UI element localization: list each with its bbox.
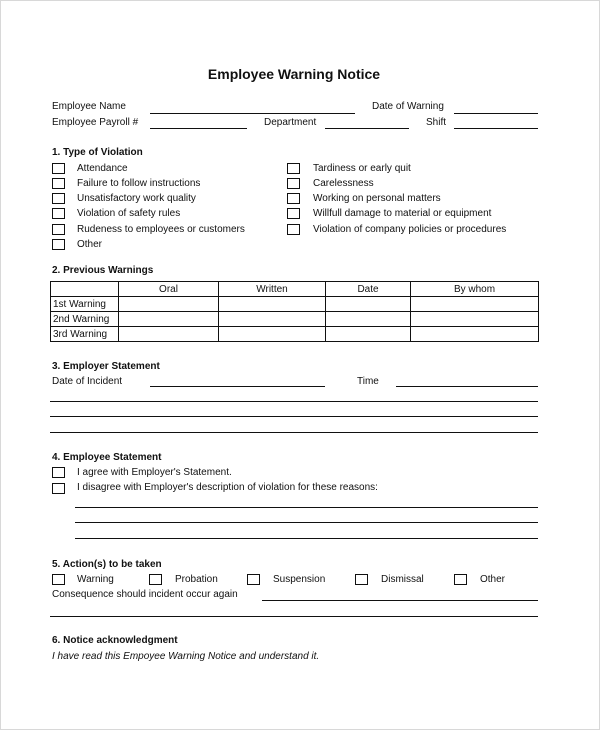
employer-statement-line[interactable] — [50, 432, 538, 433]
table-cell[interactable] — [326, 312, 411, 327]
employee-name-label: Employee Name — [52, 101, 126, 112]
checkbox-probation[interactable] — [149, 574, 162, 585]
table-cell[interactable] — [119, 327, 219, 342]
column-header: Written — [219, 282, 326, 297]
option-label: Unsatisfactory work quality — [77, 193, 196, 204]
option-label: Violation of company policies or procedures — [313, 224, 507, 235]
acknowledgment-heading: 6. Notice acknowledgment — [52, 635, 178, 646]
employer-statement-line[interactable] — [50, 416, 538, 417]
action-label: Warning — [77, 574, 114, 585]
disagree-label: I disagree with Employer's description of violation for these reasons: — [77, 482, 378, 493]
table-cell[interactable] — [411, 312, 539, 327]
checkbox-agree[interactable] — [52, 467, 65, 478]
table-row — [51, 327, 539, 342]
payroll-label: Employee Payroll # — [52, 117, 139, 128]
option-label: Other — [77, 239, 103, 250]
row-label: 2nd Warning — [51, 312, 119, 327]
date-of-warning-label: Date of Warning — [372, 101, 444, 112]
checkbox-other-action[interactable] — [454, 574, 467, 585]
action-label: Probation — [175, 574, 218, 585]
consequence-line[interactable] — [50, 616, 538, 617]
checkbox-carelessness[interactable] — [287, 178, 300, 189]
row-label: 1st Warning — [51, 297, 119, 312]
previous-warnings-table — [50, 281, 539, 342]
row-label: 3rd Warning — [51, 327, 119, 342]
table-cell[interactable] — [219, 297, 326, 312]
employee-statement-heading: 4. Employee Statement — [52, 452, 162, 463]
action-label: Other — [480, 574, 506, 585]
employer-statement-line[interactable] — [50, 401, 538, 402]
employee-statement-line[interactable] — [75, 538, 538, 539]
table-cell[interactable] — [219, 312, 326, 327]
checkbox-work-quality[interactable] — [52, 193, 65, 204]
column-header: Oral — [119, 282, 219, 297]
checkbox-disagree[interactable] — [52, 483, 65, 494]
table-row — [51, 297, 539, 312]
option-label: Rudeness to employees or customers — [77, 224, 245, 235]
action-label: Dismissal — [381, 574, 424, 585]
option-label: Attendance — [77, 163, 128, 174]
table-cell[interactable] — [411, 297, 539, 312]
checkbox-failure-instructions[interactable] — [52, 178, 65, 189]
payroll-field[interactable] — [150, 128, 247, 129]
consequence-field[interactable] — [262, 600, 538, 601]
date-of-incident-field[interactable] — [150, 386, 325, 387]
table-cell[interactable] — [119, 312, 219, 327]
action-label: Suspension — [273, 574, 326, 585]
employee-name-field[interactable] — [150, 113, 355, 114]
option-label: Tardiness or early quit — [313, 163, 411, 174]
date-of-incident-label: Date of Incident — [52, 376, 123, 387]
checkbox-willfull-damage[interactable] — [287, 208, 300, 219]
checkbox-warning[interactable] — [52, 574, 65, 585]
checkbox-policy-violation[interactable] — [287, 224, 300, 235]
employee-statement-line[interactable] — [75, 507, 538, 508]
actions-heading: 5. Action(s) to be taken — [52, 559, 162, 570]
option-label: Working on personal matters — [313, 193, 441, 204]
checkbox-rudeness[interactable] — [52, 224, 65, 235]
department-label: Department — [264, 117, 317, 128]
shift-label: Shift — [426, 117, 447, 128]
table-cell[interactable] — [326, 297, 411, 312]
agree-label: I agree with Employer's Statement. — [77, 467, 232, 478]
employee-statement-line[interactable] — [75, 522, 538, 523]
table-header-row — [51, 282, 539, 297]
checkbox-tardiness[interactable] — [287, 163, 300, 174]
checkbox-attendance[interactable] — [52, 163, 65, 174]
department-field[interactable] — [325, 128, 409, 129]
time-label: Time — [357, 376, 379, 387]
option-label: Violation of safety rules — [77, 208, 181, 219]
shift-field[interactable] — [454, 128, 538, 129]
column-header — [51, 282, 119, 297]
column-header: By whom — [411, 282, 539, 297]
acknowledgment-text: I have read this Empoyee Warning Notice and understand it. — [52, 651, 320, 662]
checkbox-suspension[interactable] — [247, 574, 260, 585]
checkbox-personal-matters[interactable] — [287, 193, 300, 204]
time-field[interactable] — [396, 386, 538, 387]
table-cell[interactable] — [119, 297, 219, 312]
table-row — [51, 312, 539, 327]
checkbox-other-violation[interactable] — [52, 239, 65, 250]
date-of-warning-field[interactable] — [454, 113, 538, 114]
option-label: Carelessness — [313, 178, 374, 189]
checkbox-safety-rules[interactable] — [52, 208, 65, 219]
violation-heading: 1. Type of Violation — [52, 147, 143, 158]
consequence-label: Consequence should incident occur again — [52, 589, 238, 600]
option-label: Failure to follow instructions — [77, 178, 201, 189]
checkbox-dismissal[interactable] — [355, 574, 368, 585]
table-cell[interactable] — [219, 327, 326, 342]
employer-statement-heading: 3. Employer Statement — [52, 361, 160, 372]
table-cell[interactable] — [326, 327, 411, 342]
page-title: Employee Warning Notice — [207, 66, 381, 82]
option-label: Willfull damage to material or equipment — [313, 208, 492, 219]
column-header: Date — [326, 282, 411, 297]
table-cell[interactable] — [411, 327, 539, 342]
previous-warnings-heading: 2. Previous Warnings — [52, 265, 154, 276]
